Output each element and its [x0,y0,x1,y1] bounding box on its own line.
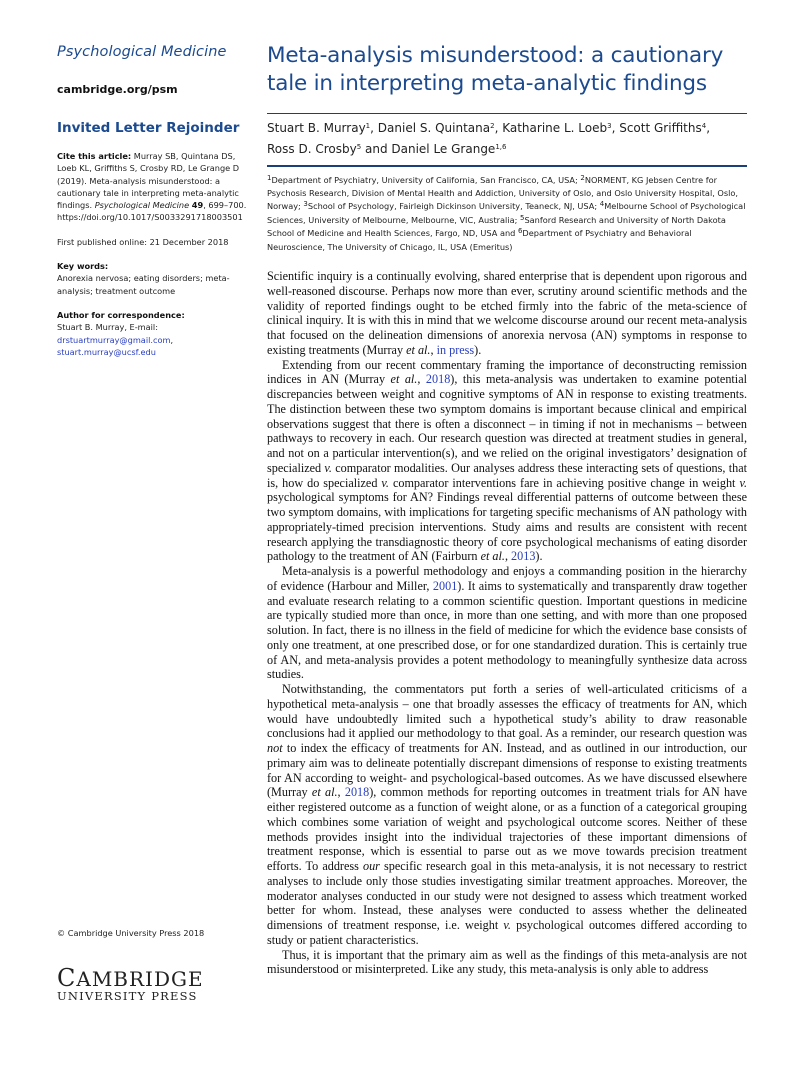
cambridge-university-press-logo [57,964,204,1003]
citation-text: Murray SB, Quintana DS, Loeb KL, Griffiths S, Crosby RD, Le Grange D (2019). Meta-analysis misunderstood: a cautionary tale in interpreting meta-analytic findings. [57,151,240,211]
citation-block [57,150,247,224]
first-published-date: First published online: 21 December 2018 [57,236,229,247]
reference-link[interactable]: 2018 [425,372,451,387]
author: Scott Griffiths$^4$ [619,121,707,136]
paragraph-5: Thus, it is important that the primary aim as well as the findings of this meta-analysis are not misunderstood or misinterpreted. Like any study, this meta-analysis is only able to address [267,947,747,977]
article-title: Meta-analysis misunderstood: a cautionary tale in interpreting meta-analytic findings [267,43,724,96]
author: Daniel Le Grange$^{1,6}$ [391,142,507,157]
journal-name: Psychological Medicine [57,44,227,60]
paragraph-3: Meta-analysis is a powerful methodology and enjoys a commanding position in the hierarchy of evidence (Harbour and Miller, 2001). It aims to systematically and transparently draw together and evaluate research relating to a common scientific question. Important questions in medicine are typically studied more than once, in more than one setting, and with more than one proposed solution. In fact, there is no illness in the field of medicine for which the evidence base consists of only one treatment, at one prescribed dose, or for one standardized duration. This is certainly true of AN, and meta-analysis provides a potent methodology to meaningfully synthesize data across studies. [267,564,748,682]
affiliations: $^1$Department of Psychiatry, University of California, San Francisco, CA, USA; $^2$NORMENT, KG Jebsen Centre for Psychosis Research, Division of Mental Health and Addiction, University of Oslo, and Oslo University Hospital, Oslo, Norway; $^3$School of Psychology, Fairleigh Dickinson University, Teaneck, NJ, USA; $^4$Melbourne School of Psychological Sciences, University of Melbourne, Melbourne, VIC, Australia; $^5$Sanford Research and University of North Dakota School of Medicine and Health Sciences, Fargo, ND, USA and $^6$Department of Psychiatry and Behavioral Neuroscience, The University of Chicago, IL, USA (Emeritus) [267,173,746,252]
correspondence-label: Author for correspondence: [57,309,185,320]
email-separator: , [170,334,174,345]
article-sidebar [57,44,247,358]
keywords-label: Key words: [57,261,109,272]
logo-wordmark: AMBRIDGE [76,967,204,991]
article-type: Invited Letter Rejoinder [57,120,240,136]
paragraph-4: Notwithstanding, the commentators put forth a series of well-articulated criticisms of a hypothetical meta-analysis – one that broadly assesses the efficacy of treatments for AN, which would have undoubtedly limited such a hypothetical study’s ability to draw reasonable conclusions had it applied our methodology to that goal. As a reminder, our research question was not to index the efficacy of treatments for AN. Instead, and as outlined in our introduction, our primary aim was to delineate potentially discrepant dimensions of response to existing treatments for AN according to weight- and psychological-based outcomes. As we have discussed elsewhere (Murray et al., 2018), common methods for reporting outcomes in treatment trials for AN have either registered outcome as a function of weight alone, or as a function of a categorical grouping which combines some variation of weight and psychological outcome scores. Neither of these methods provides insight into the individual trajectories of these important dimensions of treatment response, which is essential to parse out as we move towards precision treatment efforts. To address our specific research goal in this meta-analysis, it is not necessary to restrict analyses to include only those studies investigating similar treatment approaches. Moreover, the moderator analyses conducted in our study were not designed to assess which treatment worked better for whom. Instead, these analyses were conducted to assess whether the delineated dimensions of treatment response, i.e. weight v. psychological outcomes differed according to study or patient characteristics. [267,682,748,947]
paragraph-1: Scientific inquiry is a continually evolving, shared enterprise that is dependent upon rigorous and well-reasoned discourse. Perhaps now more than ever, scrutiny around scientific methods and the validity of reported findings ought to be etched firmly into the fabric of the meta-science of clinical inquiry. It is with this in mind that we welcome discourse around our recent meta-analysis that focused on the delineation dimensions of anorexia nervosa (AN) symptoms in response to existing treatments (Murray et al., in press). [267,269,747,357]
logo-subtitle: UNIVERSITY PRESS [57,989,198,1003]
keywords-list: Anorexia nervosa; eating disorders; meta-analysis; treatment outcome [57,273,230,296]
citation-label: Cite this article: [57,151,132,161]
copyright-notice: © Cambridge University Press 2018 [57,928,205,938]
reference-link[interactable]: 2018 [344,785,370,800]
email-link-2[interactable]: stuart.murray@ucsf.edu [57,346,156,357]
reference-link[interactable]: 2013 [511,549,536,564]
article-main [267,42,747,977]
citation-doi[interactable]: https://doi.org/10.1017/S0033291718003501 [57,212,243,223]
author: Katharine L. Loeb$^3$ [502,121,612,136]
authors-divider [267,165,747,166]
keywords-block [57,260,247,297]
citation-pages: , 699–700. [203,200,247,211]
citation-volume: 49 [191,200,204,211]
reference-link[interactable]: 2001 [432,578,458,593]
correspondence-author: Stuart B. Murray, E-mail: [57,322,158,333]
citation-journal: Psychological Medicine [94,200,190,211]
author-list: Stuart B. Murray$^1$, Daniel S. Quintana$^2$, Katharine L. Loeb$^3$, Scott Griffiths$^4$, Ross D. Crosby$^5$ and Daniel Le Grange$^{1,6}$ [267,121,711,157]
paragraph-2: Extending from our recent commentary framing the importance of deconstructing remission indices in AN (Murray et al., 2018), this meta-analysis was undertaken to examine potential discrepancies between weight and cognitive symptoms of AN in response to existing treatments. The distinction between these two symptom domains is important because clinical and empirical observations suggest that there is often a disconnect – in timing if not in mechanisms – between pathways to recovery in each. Our research question was directed at treatment studies in general, and not on a particular intervention(s), and we relied on the original investigators’ designation of specialized v. comparator modalities. Our analyses address these interacting sets of questions, that is, how do specialized v. comparator interventions fare in achieving positive change in weight v. psychological symptoms for AN? Findings reveal differential patterns of outcome between these two symptom domains, with implications for targeting specific mechanisms of AN pathology with appropriately-timed precision interventions. Study aims and results are consistent with recent research applying the transdiagnostic theory of core psychological mechanisms of eating disorder pathology to the treatment of AN (Fairburn et al., 2013). [267,357,747,564]
logo-initial: C [57,964,77,992]
author: Ross D. Crosby$^5$ [267,142,362,157]
journal-url[interactable]: cambridge.org/psm [57,83,178,96]
author: Stuart B. Murray$^1$ [267,121,371,136]
author: Daniel S. Quintana$^2$ [377,121,495,136]
reference-link[interactable]: in press [436,342,475,357]
email-link-1[interactable]: drstuartmurray@gmail.com [57,334,171,345]
article-body [267,269,747,977]
correspondence-block [57,309,247,358]
